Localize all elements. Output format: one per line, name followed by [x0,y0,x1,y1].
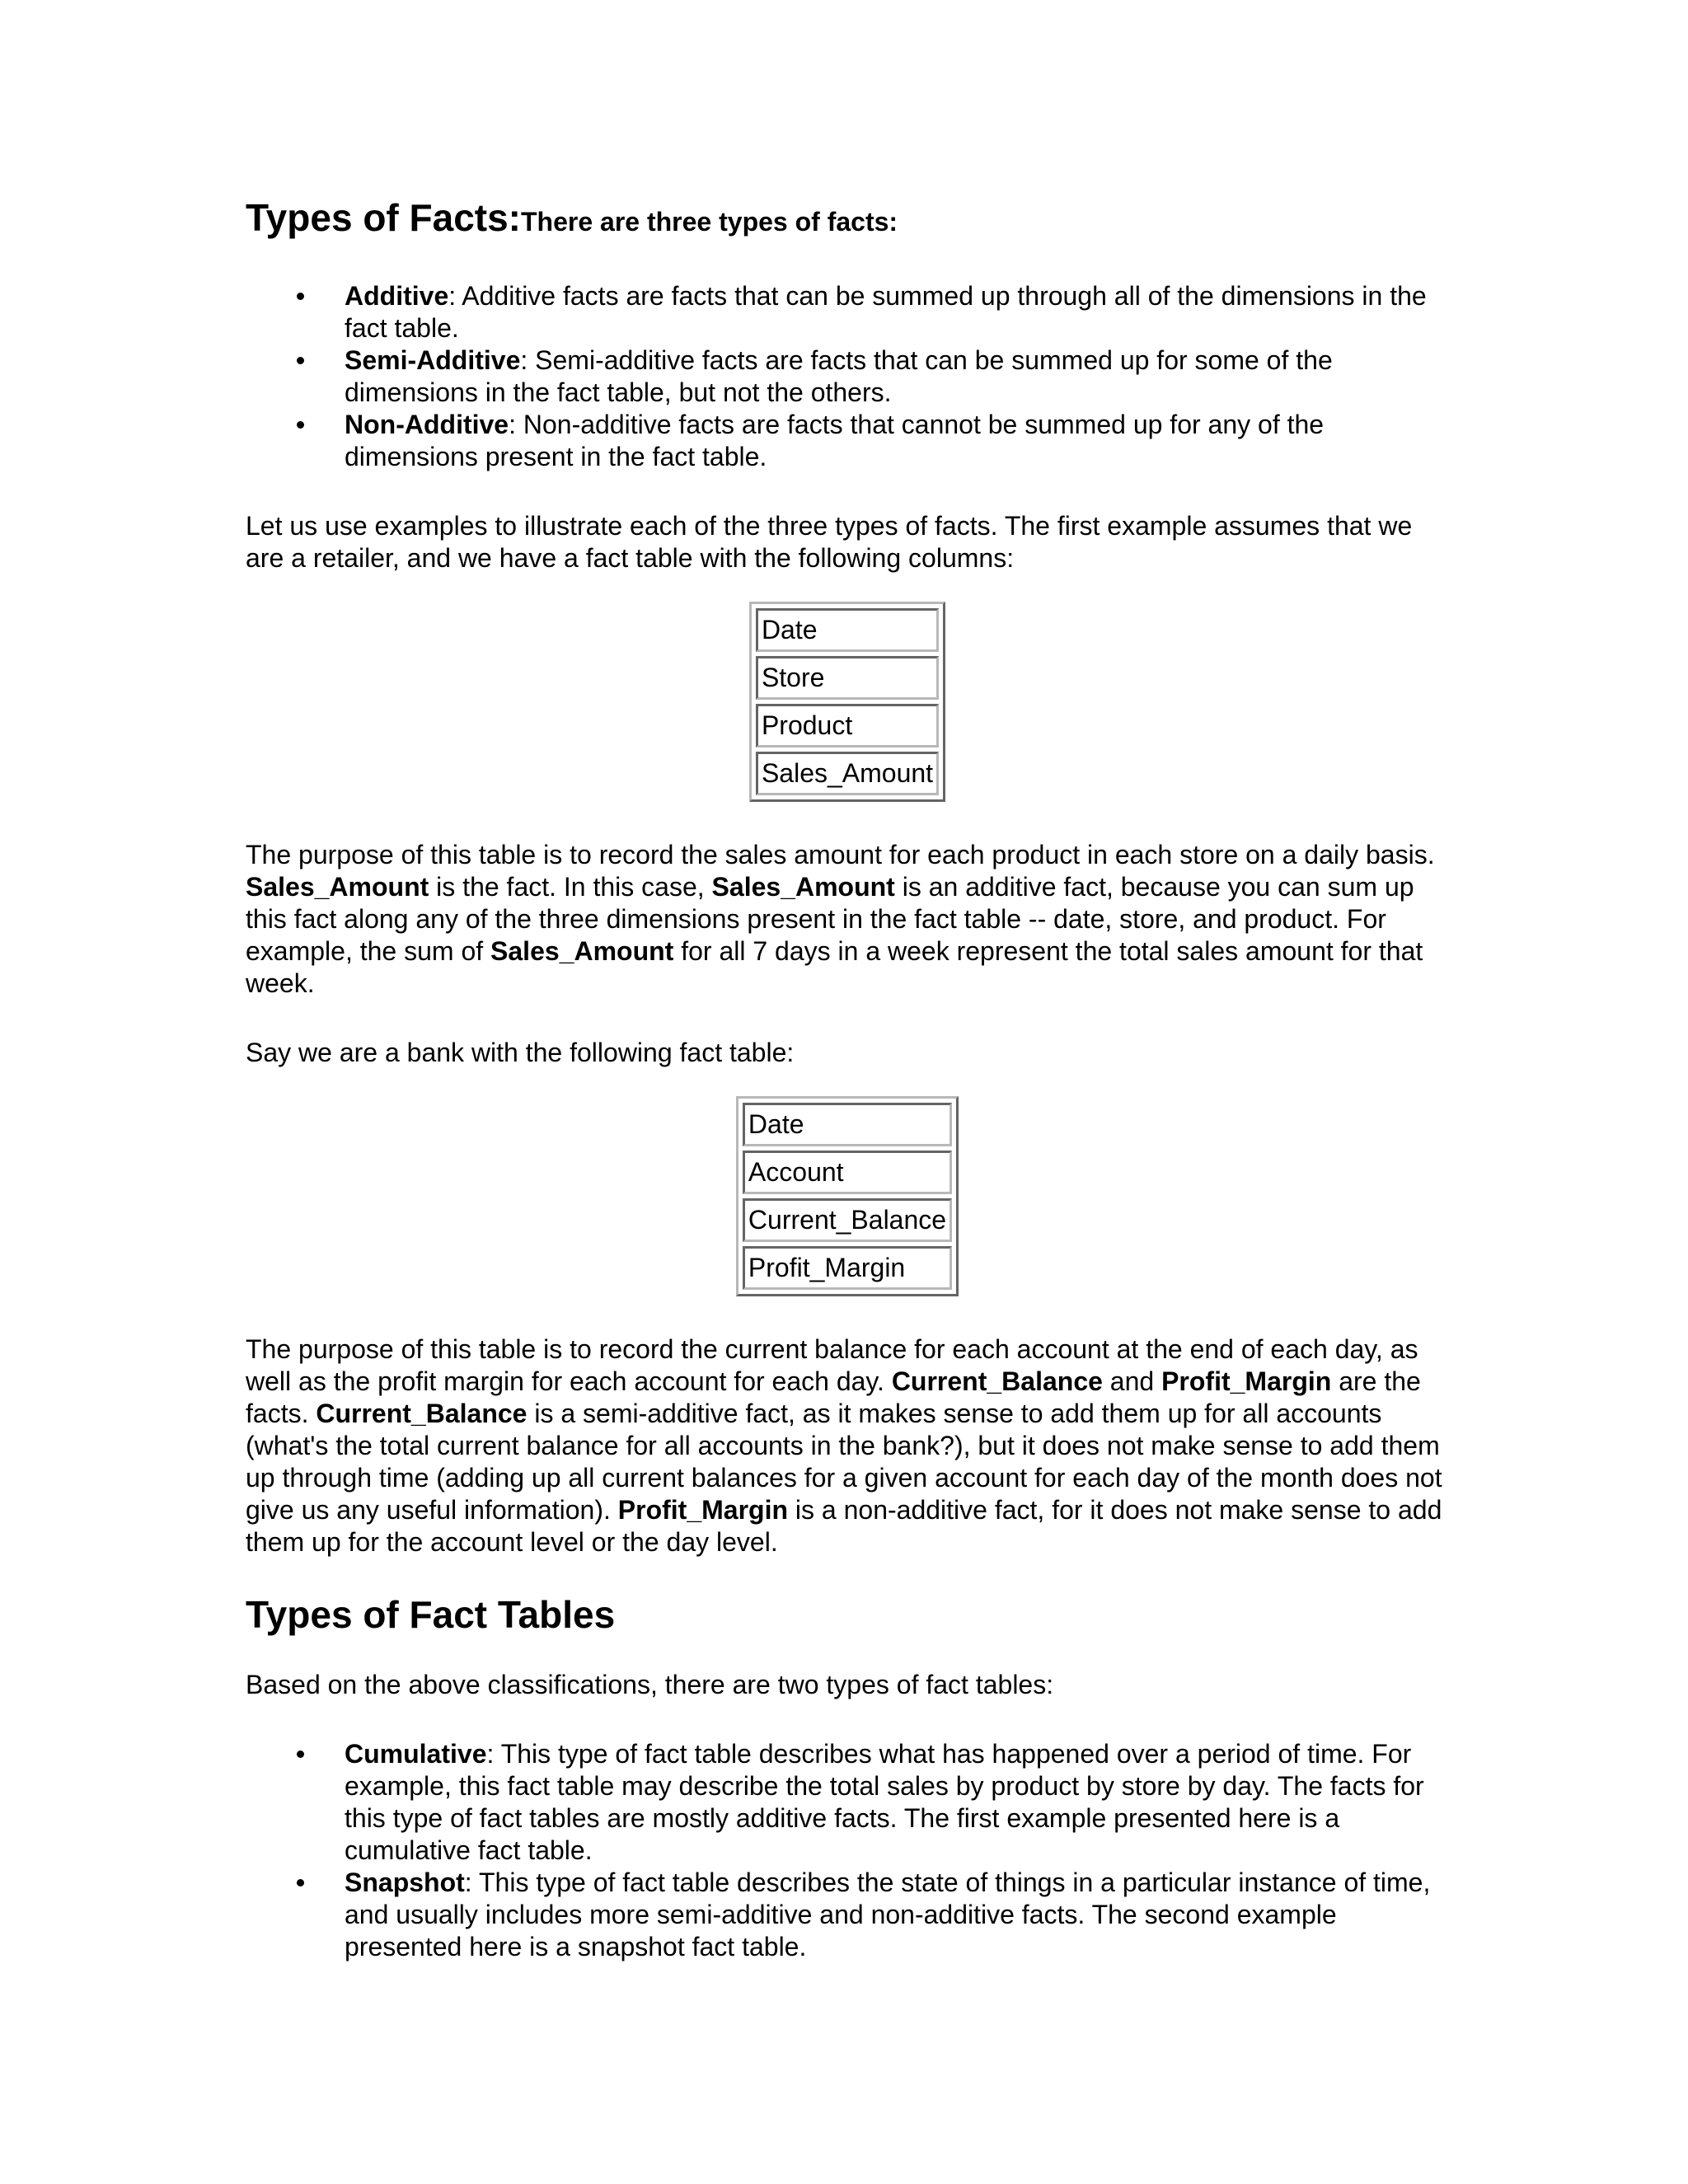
table-row [756,752,939,795]
table-row [743,1151,952,1194]
list-item-non-additive [345,409,1449,473]
fact-table-types-list [246,1738,1449,1963]
bold-term: Current_Balance [891,1366,1103,1396]
bold-term: Profit_Margin [1161,1366,1332,1396]
bold-term: Current_Balance [316,1399,528,1428]
table-cell: Date [743,1103,952,1146]
bank-intro-paragraph: Say we are a bank with the following fact table: [246,1038,795,1067]
text-run: is an additive fact, because you can sum up this fact along any of the three dimensions present in the fact table -- date, store, and product. For example, the sum of [246,872,1414,966]
text-run: is a non-additive fact, for it does not make sense to add them up for the account level or the day level. [246,1495,1442,1557]
bold-term: Sales_Amount [711,872,895,902]
heading-subtitle: There are three types of facts: [521,207,898,237]
desc-non-additive: : Non-additive facts are facts that cannot be summed up for any of the dimensions present in the fact table. [345,410,1325,471]
heading-types-of-fact-tables: Types of Fact Tables [246,1593,616,1636]
document-body [246,194,1449,1963]
heading-title: Types of Facts: [246,196,521,239]
table-cell: Date [756,608,939,652]
table-cell: Current_Balance [743,1198,952,1242]
text-run: The purpose of this table is to record the current balance for each account at the end of each day, as well as the profit margin for each account for each day. [246,1334,1418,1396]
bank-table-wrapper [246,1096,1449,1296]
bold-term: Sales_Amount [246,872,429,902]
table-cell: Account [743,1151,952,1194]
text-run: and [1102,1366,1162,1396]
desc-snapshot: : This type of fact table describes the state of things in a particular instance of time, and usually includes more semi-additive and non-additive facts. The second example presented here is a snapshot fact table. [345,1868,1431,1961]
list-item-semi-additive [345,344,1449,409]
table-cell: Profit_Margin [743,1246,952,1290]
heading-types-of-facts [246,194,1449,245]
bold-term: Sales_Amount [490,936,674,966]
text-run: for all 7 days in a week represent the total sales amount for that week. [246,936,1423,998]
table-row [756,656,939,700]
table-cell: Product [756,704,939,748]
table-row [743,1198,952,1242]
desc-semi-additive: : Semi-additive facts are facts that can be summed up for some of the dimensions in the fact table, but not the others. [345,345,1333,407]
table-row [756,704,939,748]
bank-fact-table [736,1096,959,1296]
retail-explanation-paragraph [246,839,1449,1000]
text-run: The purpose of this table is to record the sales amount for each product in each store on a daily basis. [246,840,1435,869]
fact-types-list [246,280,1449,473]
term-semi-additive: Semi-Additive [345,345,521,375]
table-row [743,1103,952,1146]
table-row [756,608,939,652]
intro-paragraph: Let us use examples to illustrate each of the three types of facts. The first example assumes that we are a retailer, and we have a fact table with the following columns: [246,511,1413,573]
table-row [743,1246,952,1290]
term-cumulative: Cumulative [345,1739,487,1769]
list-item-snapshot [345,1867,1449,1963]
fact-tables-intro-paragraph: Based on the above classifications, there are two types of fact tables: [246,1670,1054,1699]
desc-additive: : Additive facts are facts that can be summed up through all of the dimensions in the fact table. [345,281,1427,343]
table-cell: Store [756,656,939,700]
term-snapshot: Snapshot [345,1868,465,1897]
list-item-additive [345,280,1449,344]
text-run: is the fact. In this case, [429,872,712,902]
bank-explanation-paragraph [246,1333,1449,1558]
bold-term: Profit_Margin [617,1495,789,1525]
term-additive: Additive [345,281,449,311]
retail-fact-table [749,602,945,802]
term-non-additive: Non-Additive [345,410,509,439]
text-run: is a semi-additive fact, as it makes sense to add them up for all accounts (what's the total current balance for all accounts in the bank?), but it does not make sense to add them up through time (adding up all current balances for a given account for each day of the month does not give us any useful information). [246,1399,1442,1525]
retail-table-wrapper [246,602,1449,802]
list-item-cumulative [345,1738,1449,1867]
desc-cumulative: : This type of fact table describes what has happened over a period of time. For example, this fact table may describe the total sales by product by store by day. The facts for this type of fact tables are mostly additive facts. The first example presented here is a cumulative fact table. [345,1739,1424,1865]
table-cell: Sales_Amount [756,752,939,795]
text-run: are the facts. [246,1366,1421,1428]
